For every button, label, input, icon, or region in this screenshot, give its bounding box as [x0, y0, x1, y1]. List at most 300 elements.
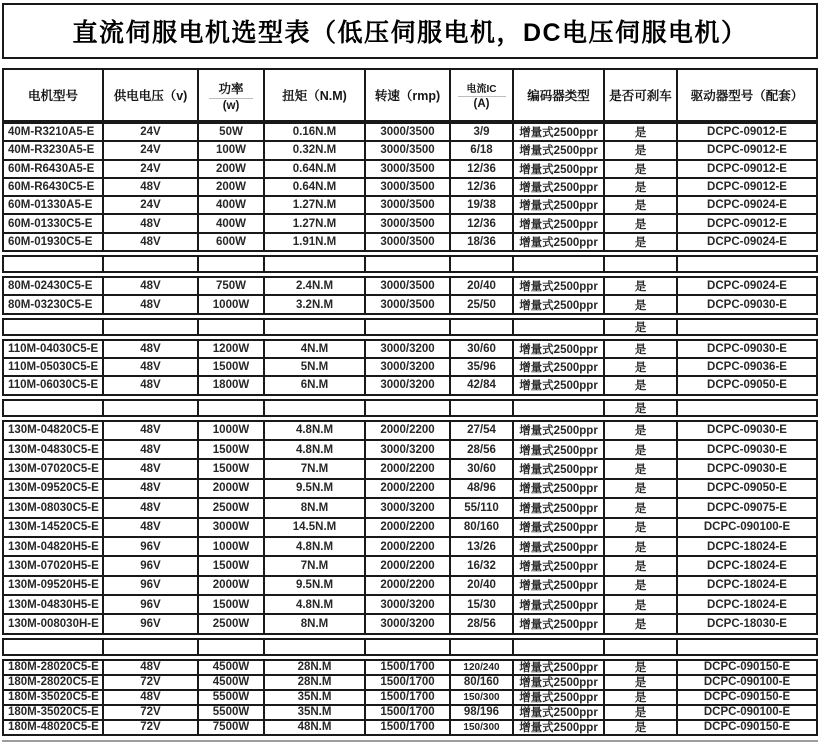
cell-encoder-type: 增量式2500ppr [514, 215, 605, 231]
cell-encoder-type: 增量式2500ppr [514, 278, 605, 294]
cell-current: 19/38 [451, 197, 514, 213]
cell-torque: 7N.M [265, 557, 366, 574]
col-header-supply-voltage [104, 70, 199, 120]
cell-power: 2000W [199, 480, 265, 497]
cell-supply-voltage: 72V [104, 721, 199, 734]
col-header-unit: (w) [222, 99, 240, 112]
cell-current: 30/60 [451, 460, 514, 477]
cell-speed: 3000/3200 [366, 499, 451, 516]
cell-power: 1200W [199, 341, 265, 357]
cell-brake: 是 [605, 480, 678, 497]
col-header-speed [366, 70, 451, 120]
cell-driver-model: DCPC-18024-E [707, 598, 787, 611]
cell-encoder-type: 增量式2500ppr [514, 721, 605, 734]
cell-motor-model: 130M-008030H-E [4, 615, 104, 632]
cell-current: 48/96 [451, 480, 514, 497]
cell-torque: 0.64N.M [265, 179, 366, 195]
cell-driver-model: DCPC-09012-E [707, 181, 787, 194]
cell-brake: 是 [605, 661, 678, 674]
cell-speed: 2000/2200 [366, 460, 451, 477]
table-row [4, 179, 816, 197]
col-header-label: 供电电压（v) [113, 89, 188, 103]
cell-brake: 是 [605, 596, 678, 613]
cell-torque: 14.5N.M [265, 519, 366, 536]
table-row [4, 691, 816, 706]
cell-power: 200W [199, 179, 265, 195]
cell-speed: 2000/2200 [366, 519, 451, 536]
table-row [4, 460, 816, 479]
table-row [4, 296, 816, 312]
cell-speed: 1500/1700 [366, 676, 451, 689]
cell-brake: 是 [605, 499, 678, 516]
cell-driver-model: DCPC-090150-E [703, 691, 791, 704]
cell-brake: 是 [605, 460, 678, 477]
cell-power: 200W [199, 161, 265, 177]
cell-current: 20/40 [451, 577, 514, 594]
cell-supply-voltage: 24V [104, 197, 199, 213]
cell-driver-model: DCPC-18024-E [707, 579, 787, 592]
cell-current [451, 257, 514, 271]
cell-supply-voltage [104, 401, 199, 415]
cell-driver-model: DCPC-09030-E [707, 443, 787, 456]
table-row [4, 197, 816, 215]
cell-power: 2000W [199, 577, 265, 594]
cell-speed: 2000/2200 [366, 557, 451, 574]
cell-current: 98/196 [451, 706, 514, 719]
table-row [4, 499, 816, 518]
cell-driver-model: DCPC-09075-E [707, 501, 787, 514]
cell-motor-model: 130M-04820H5-E [4, 538, 104, 555]
cell-brake: 是 [605, 341, 678, 357]
cell-encoder-type: 增量式2500ppr [514, 142, 605, 158]
motor-selection-table [2, 3, 818, 748]
cut-off-row-edge [2, 740, 818, 748]
cell-motor-model [4, 257, 104, 271]
cell-torque: 9.5N.M [265, 480, 366, 497]
cell-brake: 是 [605, 676, 678, 689]
cell-motor-model: 180M-35020C5-E [4, 691, 104, 704]
cell-current: 150/300 [451, 691, 514, 704]
cell-current: 13/26 [451, 538, 514, 555]
cell-supply-voltage: 96V [104, 538, 199, 555]
cell-supply-voltage: 48V [104, 519, 199, 536]
table-row [4, 341, 816, 359]
cell-current: 28/56 [451, 615, 514, 632]
table-row [4, 215, 816, 233]
cell-encoder-type: 增量式2500ppr [514, 557, 605, 574]
cell-torque: 4N.M [265, 341, 366, 357]
cell-speed [366, 257, 451, 271]
spacer-row-block [2, 399, 818, 417]
cell-current: 25/50 [451, 296, 514, 312]
cell-speed: 3000/3500 [366, 278, 451, 294]
cell-brake: 是 [605, 215, 678, 231]
cell-supply-voltage: 72V [104, 706, 199, 719]
cell-encoder-type [514, 401, 605, 415]
cell-motor-model: 130M-09520H5-E [4, 577, 104, 594]
cell-brake: 是 [605, 615, 678, 632]
cell-supply-voltage: 48V [104, 661, 199, 674]
cell-supply-voltage: 48V [104, 359, 199, 375]
cell-supply-voltage: 48V [104, 179, 199, 195]
cell-power: 1000W [199, 422, 265, 439]
cell-supply-voltage: 96V [104, 615, 199, 632]
cell-torque: 7N.M [265, 460, 366, 477]
table-section [2, 659, 818, 736]
cell-supply-voltage: 24V [104, 124, 199, 140]
cell-supply-voltage: 48V [104, 480, 199, 497]
spacer-row-block [2, 318, 818, 336]
cell-supply-voltage: 48V [104, 499, 199, 516]
cell-encoder-type: 增量式2500ppr [514, 124, 605, 140]
cell-torque: 9.5N.M [265, 577, 366, 594]
cell-motor-model: 60M-01930C5-E [4, 234, 104, 250]
cell-encoder-type: 增量式2500ppr [514, 577, 605, 594]
cell-current [451, 640, 514, 654]
cell-torque: 0.32N.M [265, 142, 366, 158]
col-header-current [451, 70, 514, 120]
cell-motor-model: 180M-35020C5-E [4, 706, 104, 719]
cell-driver-model: DCPC-090100-E [703, 706, 791, 719]
cell-power [199, 640, 265, 654]
cell-speed: 3000/3200 [366, 615, 451, 632]
table-row [4, 577, 816, 596]
cell-encoder-type: 增量式2500ppr [514, 706, 605, 719]
col-header-unit: (A) [473, 98, 490, 110]
table-row [4, 676, 816, 691]
cell-current: 55/110 [451, 499, 514, 516]
cell-supply-voltage [104, 257, 199, 271]
cell-current: 12/36 [451, 179, 514, 195]
cell-brake: 是 [605, 161, 678, 177]
cell-speed: 3000/3500 [366, 296, 451, 312]
cell-torque: 4.8N.M [265, 422, 366, 439]
cell-brake: 是 [605, 706, 678, 719]
cell-brake: 是 [605, 538, 678, 555]
cell-encoder-type: 增量式2500ppr [514, 179, 605, 195]
cell-power: 1500W [199, 596, 265, 613]
cell-torque: 28N.M [265, 661, 366, 674]
col-header-label: 编码器类型 [527, 89, 590, 103]
cell-driver-model: DCPC-09024-E [707, 235, 787, 248]
cell-power: 2500W [199, 499, 265, 516]
cell-power: 4500W [199, 661, 265, 674]
cell-torque: 0.64N.M [265, 161, 366, 177]
cell-driver-model: DCPC-090100-E [703, 676, 791, 689]
col-header-brake [605, 70, 678, 120]
cell-torque: 4.8N.M [265, 441, 366, 458]
table-row [4, 234, 816, 250]
cell-speed: 3000/3200 [366, 341, 451, 357]
cell-current: 12/36 [451, 161, 514, 177]
cell-motor-model: 60M-R6430A5-E [4, 161, 104, 177]
table-row [4, 721, 816, 734]
cell-driver-model [678, 320, 816, 334]
cell-motor-model: 180M-48020C5-E [4, 721, 104, 734]
cell-torque: 48N.M [265, 721, 366, 734]
cell-current: 120/240 [451, 661, 514, 674]
cell-motor-model [4, 401, 104, 415]
spacer-row-block [2, 255, 818, 273]
cell-torque: 1.27N.M [265, 215, 366, 231]
col-header-label: 电流IC [458, 80, 506, 97]
cell-supply-voltage: 48V [104, 278, 199, 294]
cell-power [199, 320, 265, 334]
cell-power: 1500W [199, 359, 265, 375]
cell-power: 600W [199, 234, 265, 250]
page-title: 直流伺服电机选型表（低压伺服电机，DC电压伺服电机） [72, 19, 748, 47]
cell-driver-model [678, 257, 816, 271]
cell-motor-model: 80M-03230C5-E [4, 296, 104, 312]
cell-speed: 3000/3500 [366, 234, 451, 250]
cell-supply-voltage: 48V [104, 215, 199, 231]
cell-power: 400W [199, 197, 265, 213]
cell-power: 1000W [199, 296, 265, 312]
cell-motor-model: 40M-R3210A5-E [4, 124, 104, 140]
cell-supply-voltage: 24V [104, 161, 199, 177]
cell-encoder-type: 增量式2500ppr [514, 499, 605, 516]
cell-speed [366, 401, 451, 415]
cell-torque: 0.16N.M [265, 124, 366, 140]
cell-motor-model [4, 320, 104, 334]
cell-supply-voltage: 48V [104, 377, 199, 393]
cell-brake: 是 [605, 296, 678, 312]
table-section [2, 339, 818, 396]
cell-encoder-type [514, 640, 605, 654]
cell-torque: 35N.M [265, 691, 366, 704]
cell-driver-model: DCPC-09050-E [707, 482, 787, 495]
cell-driver-model: DCPC-09024-E [707, 199, 787, 212]
table-row [4, 706, 816, 721]
table-row [4, 422, 816, 441]
cell-brake: 是 [605, 359, 678, 375]
cell-supply-voltage: 96V [104, 577, 199, 594]
cell-driver-model: DCPC-09012-E [707, 217, 787, 230]
cell-motor-model: 130M-14520C5-E [4, 519, 104, 536]
table-row [4, 538, 816, 557]
cell-supply-voltage: 48V [104, 341, 199, 357]
cell-current: 150/300 [451, 721, 514, 734]
cell-brake: 是 [605, 234, 678, 250]
col-header-encoder-type [514, 70, 605, 120]
cell-current: 20/40 [451, 278, 514, 294]
cell-supply-voltage [104, 320, 199, 334]
cell-motor-model: 110M-06030C5-E [4, 377, 104, 393]
cell-speed: 1500/1700 [366, 706, 451, 719]
cell-driver-model: DCPC-090150-E [703, 661, 791, 674]
table-row [4, 124, 816, 142]
cell-brake: 是 [605, 142, 678, 158]
table-body [2, 122, 818, 736]
cell-speed: 1500/1700 [366, 691, 451, 704]
cell-torque: 3.2N.M [265, 296, 366, 312]
cell-motor-model: 130M-04830C5-E [4, 441, 104, 458]
cell-motor-model: 130M-04820C5-E [4, 422, 104, 439]
cell-speed: 3000/3500 [366, 161, 451, 177]
cell-motor-model: 60M-01330A5-E [4, 197, 104, 213]
cell-speed: 2000/2200 [366, 480, 451, 497]
cell-torque: 8N.M [265, 499, 366, 516]
cell-speed: 2000/2200 [366, 538, 451, 555]
cell-driver-model: DCPC-09012-E [707, 126, 787, 139]
cell-current: 3/9 [451, 124, 514, 140]
cell-brake [605, 257, 678, 271]
cell-speed: 2000/2200 [366, 577, 451, 594]
spacer-row-block [2, 638, 818, 656]
cell-motor-model: 180M-28020C5-E [4, 676, 104, 689]
table-row [4, 557, 816, 576]
cell-encoder-type: 增量式2500ppr [514, 341, 605, 357]
cell-driver-model: DCPC-09012-E [707, 162, 787, 175]
cell-brake: 是 [605, 721, 678, 734]
cell-driver-model: DCPC-18030-E [707, 618, 787, 631]
cell-power: 4500W [199, 676, 265, 689]
col-header-driver-model [678, 70, 816, 120]
cell-motor-model: 110M-04030C5-E [4, 341, 104, 357]
cell-supply-voltage: 96V [104, 557, 199, 574]
table-row [4, 257, 816, 271]
cell-torque [265, 640, 366, 654]
cell-brake: 是 [605, 577, 678, 594]
cell-motor-model: 130M-04830H5-E [4, 596, 104, 613]
cell-driver-model: DCPC-18024-E [707, 540, 787, 553]
col-header-label: 转速（rmp) [374, 89, 441, 103]
cell-supply-voltage: 24V [104, 142, 199, 158]
cell-speed [366, 320, 451, 334]
cell-power: 1500W [199, 460, 265, 477]
cell-brake: 是 [605, 441, 678, 458]
table-row [4, 615, 816, 632]
cell-power: 750W [199, 278, 265, 294]
cell-power: 100W [199, 142, 265, 158]
cell-supply-voltage: 72V [104, 676, 199, 689]
table-row [4, 640, 816, 654]
cell-encoder-type: 增量式2500ppr [514, 691, 605, 704]
cell-power: 5500W [199, 706, 265, 719]
cell-current: 12/36 [451, 215, 514, 231]
table-section [2, 122, 818, 252]
cell-brake: 是 [605, 519, 678, 536]
cell-power: 1500W [199, 557, 265, 574]
cell-power: 7500W [199, 721, 265, 734]
cell-encoder-type: 增量式2500ppr [514, 460, 605, 477]
cell-encoder-type: 增量式2500ppr [514, 234, 605, 250]
table-row [4, 596, 816, 615]
cell-power: 400W [199, 215, 265, 231]
cell-supply-voltage [104, 640, 199, 654]
cell-brake: 是 [605, 124, 678, 140]
cell-torque [265, 257, 366, 271]
cell-driver-model: DCPC-09012-E [707, 144, 787, 157]
cell-speed: 3000/3500 [366, 124, 451, 140]
cell-motor-model: 110M-05030C5-E [4, 359, 104, 375]
table-row [4, 359, 816, 377]
cell-brake: 是 [605, 691, 678, 704]
col-header-torque [265, 70, 366, 120]
cell-power [199, 401, 265, 415]
cell-power: 5500W [199, 691, 265, 704]
table-row [4, 480, 816, 499]
cell-speed: 3000/3200 [366, 359, 451, 375]
cell-encoder-type: 增量式2500ppr [514, 596, 605, 613]
header-row [4, 70, 816, 120]
cell-brake: 是 [605, 377, 678, 393]
cell-driver-model: DCPC-090150-E [703, 721, 791, 734]
cell-supply-voltage: 48V [104, 422, 199, 439]
table-row [4, 441, 816, 460]
table-header [2, 68, 818, 122]
cell-torque: 6N.M [265, 377, 366, 393]
cell-supply-voltage: 96V [104, 596, 199, 613]
table-row [4, 278, 816, 296]
cell-driver-model: DCPC-09030-E [707, 342, 787, 355]
cell-brake: 是 [605, 278, 678, 294]
col-header-label: 驱动器型号（配套） [690, 89, 804, 103]
cell-encoder-type: 增量式2500ppr [514, 615, 605, 632]
cell-motor-model: 130M-09520C5-E [4, 480, 104, 497]
cell-current: 80/160 [451, 519, 514, 536]
cell-power: 3000W [199, 519, 265, 536]
cell-motor-model: 130M-08030C5-E [4, 499, 104, 516]
cell-current: 28/56 [451, 441, 514, 458]
cell-encoder-type: 增量式2500ppr [514, 422, 605, 439]
cell-brake: 是 [605, 197, 678, 213]
cell-power: 50W [199, 124, 265, 140]
col-header-power [199, 70, 265, 120]
table-title-box [2, 3, 818, 59]
cell-driver-model: DCPC-09024-E [707, 280, 787, 293]
cell-supply-voltage: 48V [104, 441, 199, 458]
cell-current: 18/36 [451, 234, 514, 250]
table-row [4, 377, 816, 393]
col-header-label: 电机型号 [27, 89, 78, 103]
cell-driver-model [678, 640, 816, 654]
cell-current: 6/18 [451, 142, 514, 158]
cell-brake: 是 [605, 320, 678, 334]
cell-motor-model: 130M-07020H5-E [4, 557, 104, 574]
cell-driver-model: DCPC-09036-E [707, 361, 787, 374]
cell-brake [605, 640, 678, 654]
cell-torque [265, 401, 366, 415]
cell-driver-model [678, 401, 816, 415]
table-section [2, 420, 818, 635]
cell-supply-voltage: 48V [104, 234, 199, 250]
cell-encoder-type [514, 320, 605, 334]
cell-motor-model: 40M-R3230A5-E [4, 142, 104, 158]
cell-encoder-type: 增量式2500ppr [514, 661, 605, 674]
cell-current: 30/60 [451, 341, 514, 357]
cell-speed: 3000/3200 [366, 441, 451, 458]
cell-encoder-type: 增量式2500ppr [514, 296, 605, 312]
cell-encoder-type: 增量式2500ppr [514, 538, 605, 555]
cell-encoder-type: 增量式2500ppr [514, 377, 605, 393]
cell-encoder-type: 增量式2500ppr [514, 480, 605, 497]
cell-encoder-type: 增量式2500ppr [514, 359, 605, 375]
cell-torque [265, 320, 366, 334]
cell-power: 1800W [199, 377, 265, 393]
cell-current [451, 401, 514, 415]
table-row [4, 661, 816, 676]
cell-torque: 28N.M [265, 676, 366, 689]
cell-current: 42/84 [451, 377, 514, 393]
cell-driver-model: DCPC-09030-E [707, 424, 787, 437]
cell-brake: 是 [605, 179, 678, 195]
cell-encoder-type: 增量式2500ppr [514, 676, 605, 689]
cell-current: 35/96 [451, 359, 514, 375]
cell-speed: 3000/3500 [366, 197, 451, 213]
table-row [4, 519, 816, 538]
cell-brake: 是 [605, 557, 678, 574]
